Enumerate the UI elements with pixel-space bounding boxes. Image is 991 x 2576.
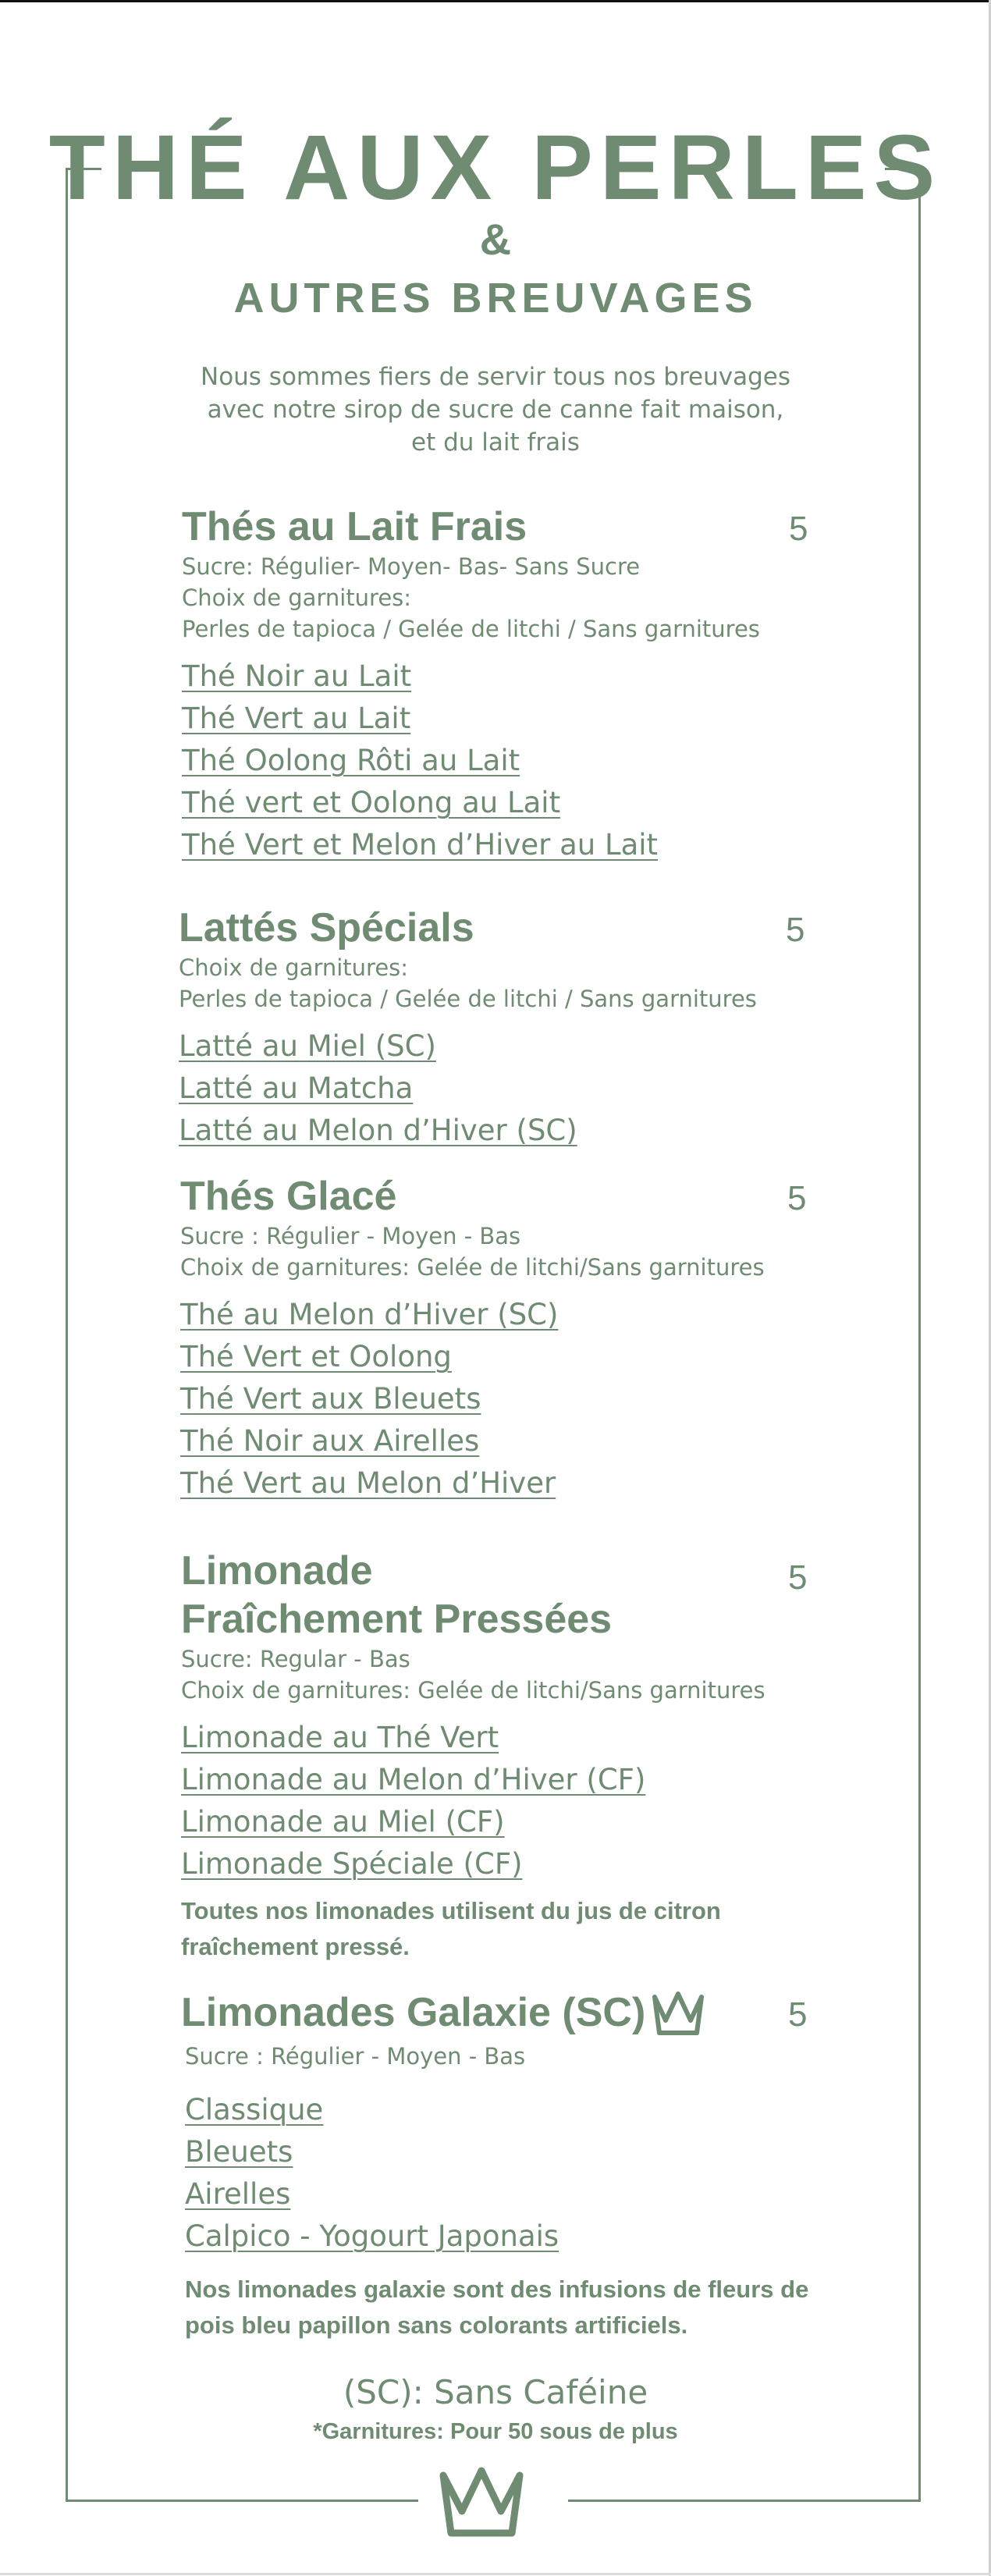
menu-item-link[interactable]: Limonade au Miel (CF) — [181, 1805, 505, 1839]
menu-item-link[interactable]: Airelles — [185, 2177, 291, 2212]
section-title: Thés Glacé — [180, 1174, 397, 1219]
menu-item-link[interactable]: Thé vert et Oolong au Lait — [182, 786, 561, 819]
section-price: 5 — [789, 510, 808, 548]
menu-item-link[interactable]: Latté au Matcha — [179, 1071, 414, 1105]
intro-line: et du lait frais — [411, 428, 580, 457]
menu-item-link[interactable]: Limonade au Thé Vert — [181, 1721, 499, 1754]
intro-line: avec notre sirop de sucre de canne fait maison, — [207, 396, 784, 424]
sugar-note: Sucre : Régulier - Moyen - Bas — [185, 2043, 526, 2070]
garnish-options: Perles de tapioca / Gelée de litchi / Sans garnitures — [182, 616, 760, 642]
section-title: Lattés Spécials — [179, 905, 474, 950]
frame-bottom-left — [66, 2500, 418, 2502]
item-list — [180, 1294, 822, 1505]
menu-item-link[interactable]: Thé Vert et Melon d’Hiver au Lait — [182, 828, 659, 862]
frame-bottom-right — [568, 2500, 921, 2502]
menu-item-link[interactable]: Classique — [185, 2093, 324, 2127]
section-price: 5 — [788, 1995, 808, 2034]
menu-item-link[interactable]: Thé Vert au Lait — [182, 702, 411, 735]
menu-item-link[interactable]: Latté au Miel (SC) — [179, 1029, 436, 1063]
menu-item-link[interactable]: Thé Vert au Melon d’Hiver — [180, 1466, 556, 1500]
item-list — [181, 1717, 822, 1885]
menu-item-link[interactable]: Limonade Spéciale (CF) — [181, 1847, 523, 1881]
footnote-line: pois bleu papillon sans colorants artificiels. — [185, 2311, 688, 2340]
section-limonade — [181, 1547, 822, 1965]
menu-title: THÉ AUX PERLES — [48, 116, 943, 219]
section-thes-glace — [180, 1172, 822, 1505]
section-title: Thés au Lait Frais — [182, 504, 527, 549]
section-title — [181, 1988, 822, 2041]
sugar-note: Sucre : Régulier - Moyen - Bas — [180, 1223, 521, 1249]
item-list — [181, 2089, 822, 2258]
caffeine-legend: (SC): Sans Caféine — [343, 2373, 648, 2411]
section-title-line: Fraîchement Pressées — [181, 1597, 613, 1642]
menu-item-link[interactable]: Thé Vert et Oolong — [180, 1340, 452, 1373]
intro-line: Nous sommes fiers de servir tous nos breuvages — [201, 363, 790, 391]
crown-icon — [648, 1989, 708, 2041]
section-title-text: Limonades Galaxie (SC) — [181, 1990, 646, 2035]
menu-item-link[interactable]: Thé Vert aux Bleuets — [180, 1382, 481, 1416]
menu-item-link[interactable]: Calpico - Yogourt Japonais — [185, 2219, 559, 2254]
galaxie-footnote — [181, 2272, 822, 2343]
section-title-line: Limonade — [181, 1548, 373, 1594]
bottom-border-line — [0, 2573, 991, 2575]
intro-text — [0, 361, 991, 459]
footnote-line: Nos limonades galaxie sont des infusions de fleurs de — [185, 2276, 809, 2304]
section-price: 5 — [787, 1179, 807, 1217]
lemonade-footnote — [181, 1893, 822, 1965]
sugar-note: Sucre: Regular - Bas — [181, 1646, 410, 1672]
garnish-note: Choix de garnitures: Gelée de litchi/Sans garnitures — [180, 1254, 765, 1281]
section-limonades-galaxie — [181, 1988, 822, 2343]
garnish-price-note: *Garnitures: Pour 50 sous de plus — [313, 2419, 678, 2444]
menu-item-link[interactable]: Thé Noir aux Airelles — [180, 1424, 480, 1458]
item-list — [179, 1025, 822, 1152]
item-list — [182, 656, 822, 866]
menu-item-link[interactable]: Thé au Melon d’Hiver (SC) — [180, 1298, 559, 1331]
menu-subtitle: AUTRES BREUVAGES — [233, 275, 758, 322]
menu-item-link[interactable]: Latté au Melon d’Hiver (SC) — [179, 1114, 577, 1147]
garnish-note: Choix de garnitures: — [182, 584, 412, 611]
garnish-note: Choix de garnitures: Gelée de litchi/Sans garnitures — [181, 1677, 765, 1704]
section-thes-au-lait — [182, 503, 822, 866]
menu-item-link[interactable]: Thé Oolong Rôti au Lait — [182, 744, 520, 777]
section-price: 5 — [788, 1558, 808, 1597]
section-lattes-specials — [179, 904, 822, 1152]
menu-title-ampersand: & — [479, 215, 512, 264]
garnish-options: Perles de tapioca / Gelée de litchi / Sans garnitures — [179, 986, 757, 1012]
section-price: 5 — [786, 911, 805, 949]
menu-item-link[interactable]: Bleuets — [185, 2135, 293, 2169]
top-border-line — [0, 0, 991, 2]
crown-icon — [434, 2464, 529, 2542]
sugar-note: Sucre: Régulier- Moyen- Bas- Sans Sucre — [182, 553, 641, 580]
menu-item-link[interactable]: Thé Noir au Lait — [182, 659, 412, 693]
frame-right — [918, 168, 921, 2501]
footnote-line: fraîchement pressé. — [181, 1933, 410, 1960]
menu-item-link[interactable]: Limonade au Melon d’Hiver (CF) — [181, 1763, 646, 1796]
footnote-line: Toutes nos limonades utilisent du jus de citron — [181, 1897, 721, 1924]
garnish-note: Choix de garnitures: — [179, 954, 409, 981]
frame-left — [66, 168, 68, 2501]
